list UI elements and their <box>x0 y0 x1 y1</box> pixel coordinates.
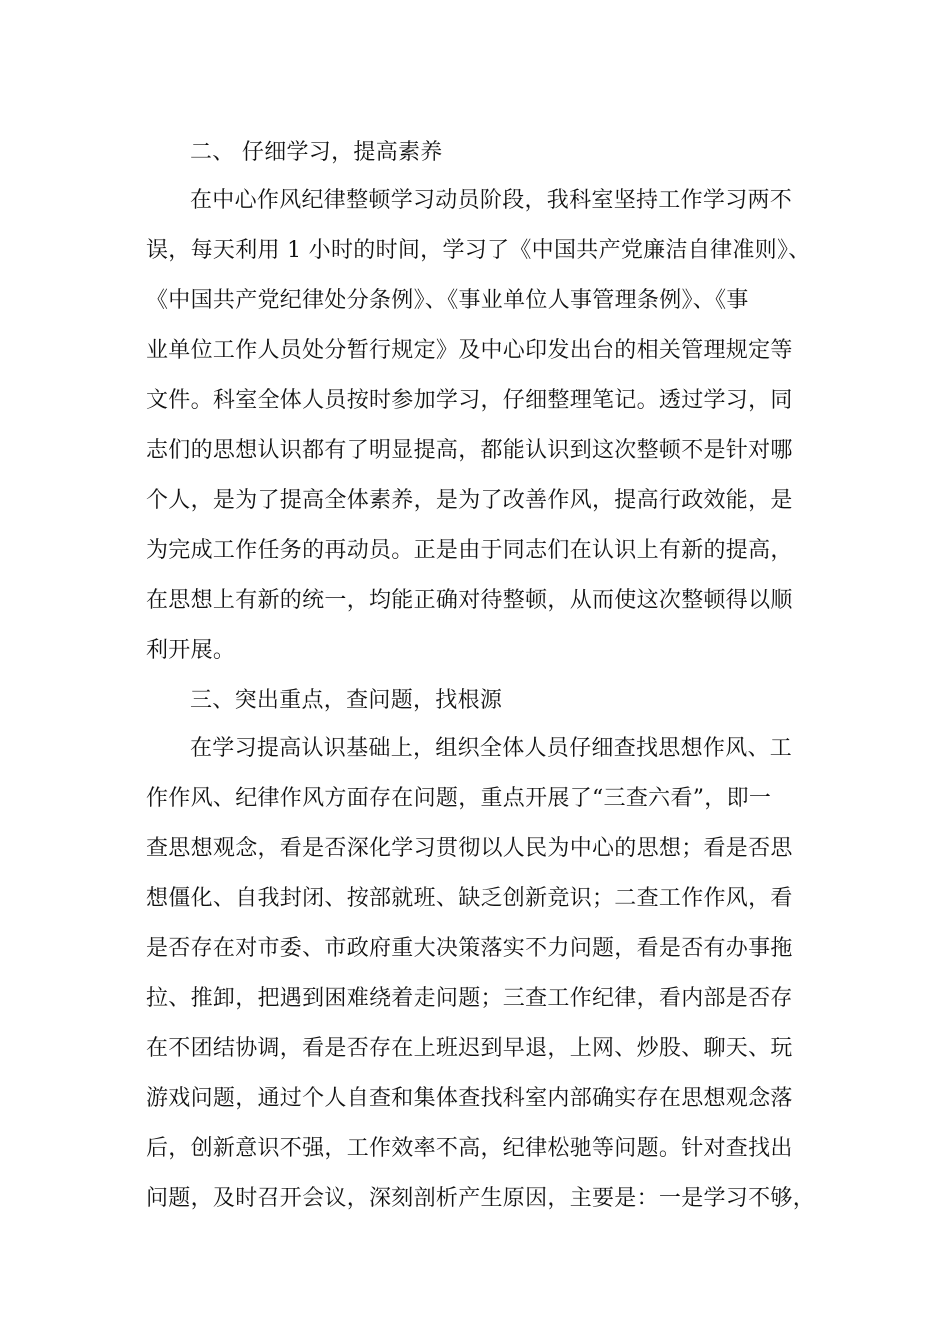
section-heading-3: 三、突出重点，查问题，找根源 <box>190 688 503 713</box>
paragraph-line: 想僵化、自我封闭、按部就班、缺乏创新竞识；二查工作作风，看 <box>146 886 793 911</box>
paragraph-line: 作作风、纪律作风方面存在问题，重点开展了“三查六看”，即一 <box>146 786 772 811</box>
paragraph-line: 文件。科室全体人员按时参加学习，仔细整理笔记。透过学习，同 <box>146 388 793 413</box>
paragraph-line: 游戏问题，通过个人自查和集体查找科室内部确实存在思想观念落 <box>146 1086 793 1111</box>
paragraph-line: 业单位工作人员处分暂行规定》及中心印发出台的相关管理规定等 <box>146 338 793 363</box>
paragraph-line: 是否存在对市委、市政府重大决策落实不力问题，看是否有办事拖 <box>146 936 793 961</box>
paragraph-line: 在中心作风纪律整顿学习动员阶段，我科室坚持工作学习两不 <box>190 188 793 213</box>
section-heading-2: 二、 仔细学习，提高素养 <box>190 140 443 165</box>
paragraph-line: 志们的思想认识都有了明显提高，都能认识到这次整顿不是针对哪 <box>146 438 793 463</box>
paragraph-line: 问题，及时召开会议，深刻剖析产生原因，主要是：一是学习不够， <box>146 1186 816 1211</box>
paragraph-line: 拉、推卸，把遇到困难绕着走问题；三查工作纪律，看内部是否存 <box>146 986 793 1011</box>
paragraph-line: 为完成工作任务的再动员。正是由于同志们在认识上有新的提高， <box>146 538 793 563</box>
paragraph-line: 个人，是为了提高全体素养，是为了改善作风，提高行政效能，是 <box>146 488 793 513</box>
paragraph-line: 在思想上有新的统一，均能正确对待整顿，从而使这次整顿得以顺 <box>146 588 793 613</box>
paragraph-line: 后，创新意识不强，工作效率不高，纪律松驰等问题。针对查找出 <box>146 1136 793 1161</box>
paragraph-line: 误，每天利用 1 小时的时间，学习了《中国共产党廉洁自律准则》、 <box>146 238 811 263</box>
paragraph-line: 在不团结协调，看是否存在上班迟到早退，上网、炒股、聊天、玩 <box>146 1036 793 1061</box>
paragraph-line: 利开展。 <box>146 638 236 663</box>
paragraph-line: 查思想观念，看是否深化学习贯彻以人民为中心的思想；看是否思 <box>146 836 793 861</box>
paragraph-line: 《中国共产党纪律处分条例》、《事业单位人事管理条例》、《事 <box>146 288 749 313</box>
paragraph-line: 在学习提高认识基础上，组织全体人员仔细查找思想作风、工 <box>190 736 793 761</box>
